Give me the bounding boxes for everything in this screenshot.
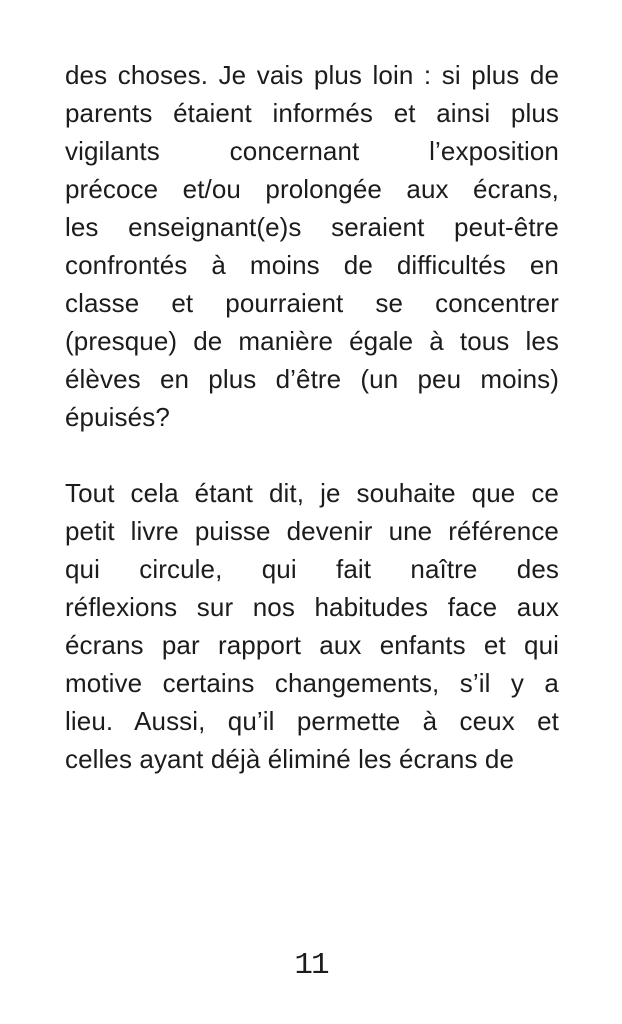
paragraph bbox=[65, 474, 559, 778]
text-line: motive certains changements, s’il y a bbox=[65, 668, 559, 698]
text-line: vigilants concernant l’exposition bbox=[65, 136, 559, 166]
text-line: parents étaient informés et ainsi plus bbox=[65, 98, 559, 128]
page-number: 11 bbox=[294, 948, 328, 983]
text-line: celles ayant déjà éliminé les écrans de bbox=[65, 744, 515, 774]
text-line: confrontés à moins de difficultés en bbox=[65, 250, 559, 280]
text-line: réflexions sur nos habitudes face aux bbox=[65, 592, 559, 622]
page-footer bbox=[0, 950, 622, 981]
text-line: (presque) de manière égale à tous les bbox=[65, 326, 559, 356]
paragraph bbox=[65, 56, 559, 436]
text-line: écrans par rapport aux enfants et qui bbox=[65, 630, 559, 660]
text-line: petit livre puisse devenir une référence bbox=[65, 516, 559, 546]
text-line: lieu. Aussi, qu’il permette à ceux et bbox=[65, 706, 559, 736]
text-line: précoce et/ou prolongée aux écrans, bbox=[65, 174, 559, 204]
text-line: Tout cela étant dit, je souhaite que ce bbox=[65, 478, 559, 508]
text-line: classe et pourraient se concentrer bbox=[65, 288, 559, 318]
text-line: élèves en plus d’être (un peu moins) bbox=[65, 364, 559, 394]
text-line: les enseignant(e)s seraient peut-être bbox=[65, 212, 559, 242]
text-line: épuisés? bbox=[65, 402, 170, 432]
text-line: qui circule, qui fait naître des bbox=[65, 554, 559, 584]
text-line: des choses. Je vais plus loin : si plus de bbox=[65, 60, 559, 90]
